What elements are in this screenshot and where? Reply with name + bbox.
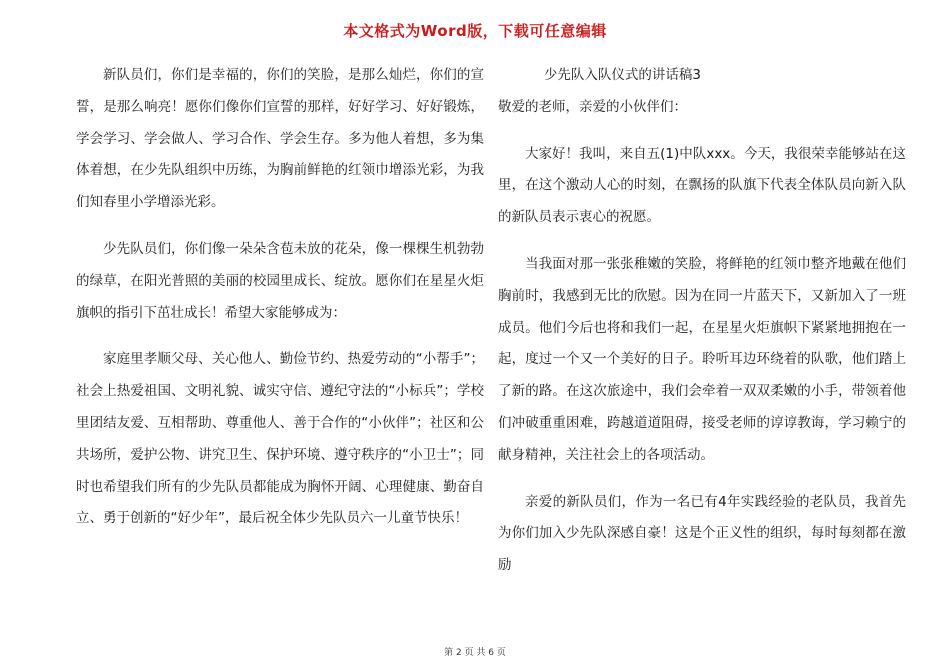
format-banner: 本文格式为Word版，下载可任意编辑 <box>343 22 607 40</box>
section-title: 少先队入队仪式的讲话稿3 <box>543 67 701 83</box>
greeting: 敬爱的老师，亲爱的小伙伴们： <box>498 98 687 115</box>
right-column <box>498 60 906 597</box>
paragraph: 家庭里孝顺父母、关心他人、勤俭节约、热爱劳动的“小帮手”；社会上热爱祖国、文明礼貌、诚实守信、遵纪守法的“小标兵”；学校里团结友爱、互相帮助、尊重他人、善于合作的“小伙伴”；社区和公共场所，爱护公物、讲究卫生、保护环境、遵守秩序的“小卫士”；同时也希望我们所有的少先队员都能成为胸怀开阔、心理健康、勤奋自立、勇于创新的“好少年”，最后祝全体少先队员六一儿童节快乐！ <box>76 351 484 527</box>
paragraph: 当我面对那一张张稚嫩的笑脸，将鲜艳的红领巾整齐地戴在他们胸前时，我感到无比的欣慰。因为在同一片蓝天下，又新加入了一班成员。他们今后也将和我们一起，在星星火炬旗帜下紧紧地拥抱在一起，度过一个又一个美好的日子。聆听耳边环绕着的队歌，他们踏上了新的路。在这次旅途中，我们会牵着一双双柔嫩的小手，带领着他们冲破重重困难，跨越道道阻碍，接受老师的谆谆教诲，学习赖宁的献身精神，关注社会上的各项活动。 <box>498 255 906 463</box>
page-number: 第 2 页 共 6 页 <box>444 648 506 658</box>
paragraph: 亲爱的新队员们，作为一名已有4年实践经验的老队员，我首先为你们加入少先队深感自豪！这是个正义性的组织，每时每刻都在激励 <box>498 493 906 574</box>
paragraph: 少先队员们，你们像一朵朵含苞未放的花朵，像一棵棵生机勃勃的绿草，在阳光普照的美丽的校园里成长、绽放。愿你们在星星火炬旗帜的指引下茁壮成长！希望大家能够成为： <box>76 240 484 321</box>
paragraph: 新队员们，你们是幸福的，你们的笑脸，是那么灿烂，你们的宣誓，是那么响亮！愿你们像你们宣誓的那样，好好学习、好好锻炼，学会学习、学会做人、学习合作、学会生存。多为他人着想，多为集体着想，在少先队组织中历练，为胸前鲜艳的红领巾增添光彩，为我们知春里小学增添光彩。 <box>76 67 484 211</box>
left-column <box>76 60 484 550</box>
paragraph: 大家好！我叫，来自五(1)中队xxx。今天，我很荣幸能够站在这里，在这个激动人心的时刻，在飘扬的队旗下代表全体队员向新入队的新队员表示衷心的祝愿。 <box>498 145 906 226</box>
